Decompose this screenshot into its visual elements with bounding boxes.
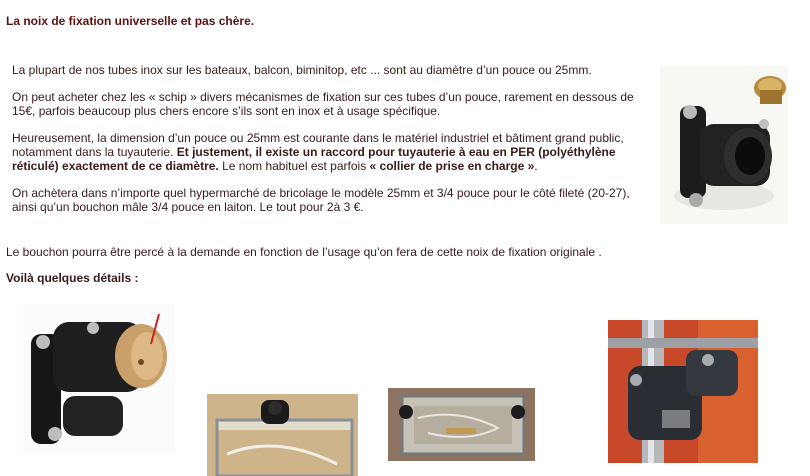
detail-photo-fitted-on-rail: [608, 320, 758, 463]
page-title: La noix de fixation universelle et pas chère.: [6, 14, 255, 28]
paragraph-tube-diameter: La plupart de nos tubes inox sur les bateaux, balcon, biminitop, etc ... sont au diamètre d’un pouce ou 25mm.: [12, 63, 592, 77]
clamp-and-plug-photo: [660, 66, 788, 224]
paragraph-buy-parts: On achètera dans n’importe quel hypermarché de bricolage le modèle 25mm et 3/4 pouce pour le côté fileté (20-27), ainsi qu’un bouchon mâle 3/4 pouce en laiton. Le tout pour 2à 3 €.: [12, 186, 630, 214]
p3-bold-name: « collier de prise en charge »: [369, 159, 535, 173]
p3-bold-fitting: Et justement, il existe un raccord pour tuyauterie à eau en PER (polyéthylène réticulé) exactement de ce diamètre.: [12, 145, 616, 173]
detail-photo-clamp-with-plug: [23, 304, 175, 454]
paragraph-per-fitting: [12, 131, 652, 173]
p3-text-c: Le nom habituel est parfois: [218, 159, 370, 173]
p3-text-e: .: [534, 159, 538, 173]
detail-photo-mounted-on-panel: [207, 394, 358, 476]
paragraph-schip-prices: On peut acheter chez les « schip » divers mécanismes de fixation sur ces tubes d’un pouce, rarement en dessous de 15€, parfois beaucoup plus chers encore s’ils sont en inox et à usage spécifique.: [12, 90, 634, 118]
p3-text-a: Heureusement, la dimension d’un pouce ou 25mm est courante dans le matériel industriel et bâtiment grand public, notamment dans la tuyauterie.: [12, 131, 624, 159]
details-heading: Voilà quelques détails :: [6, 271, 139, 285]
detail-photo-frame-assembly: [388, 388, 535, 461]
paragraph-drill-plug: Le bouchon pourra être percé à la demande en fonction de l’usage qu’on fera de cette noix de fixation originale .: [6, 245, 602, 259]
